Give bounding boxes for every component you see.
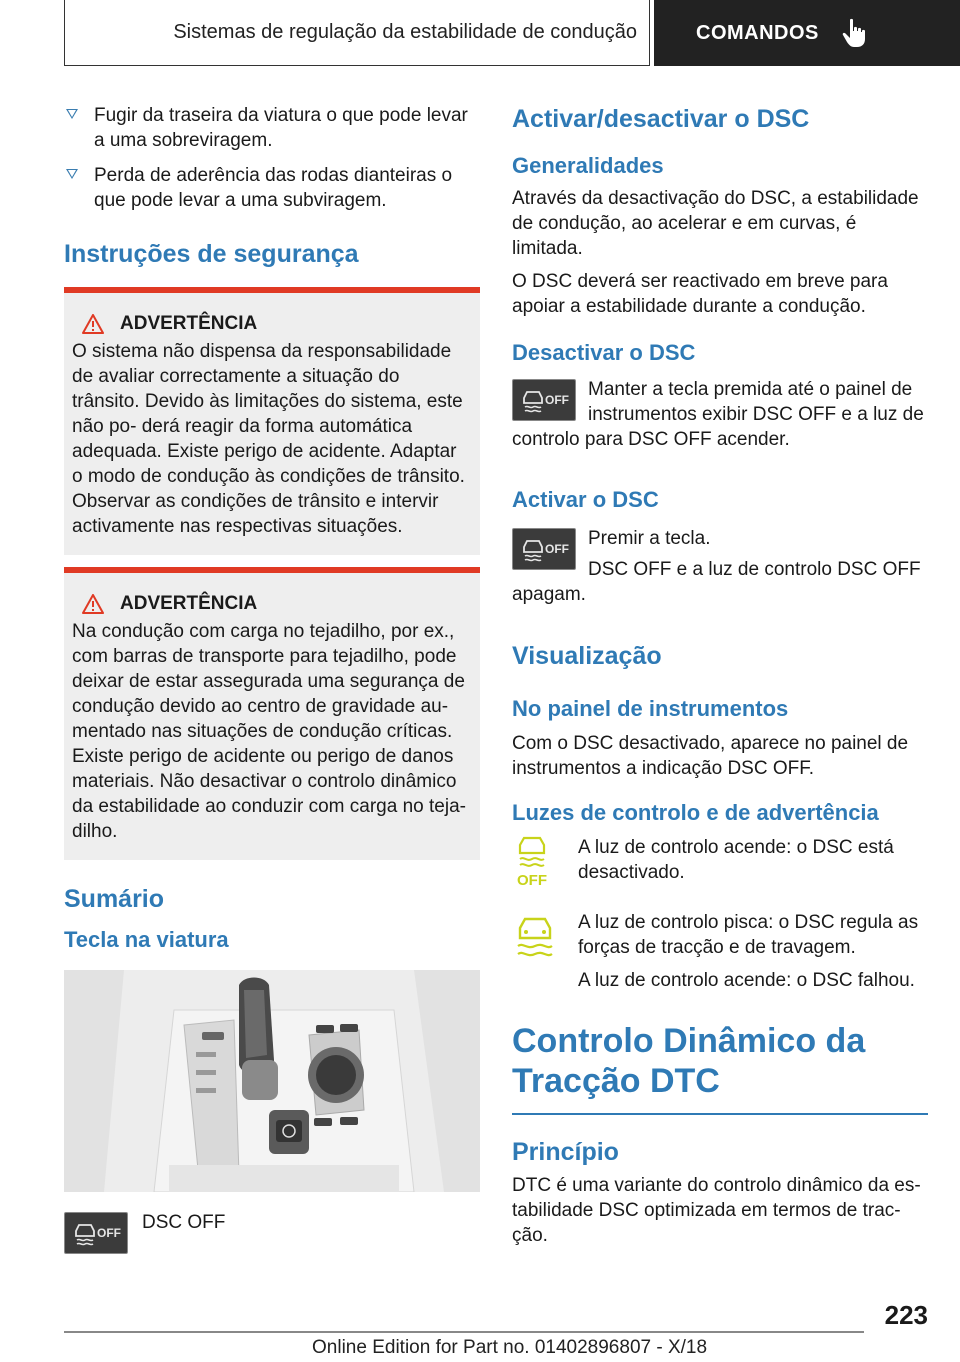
- chapter-tab-label: COMANDOS: [696, 21, 819, 44]
- list-item: [64, 163, 480, 213]
- warning-text: O sistema não dispensa da responsabilidade de avaliar correctamente a situação do trânsito. Devido às limitações do sistema, este não po- derá reagir da forma automática adequada. Existe perigo de acidente. Adaptar o modo de condução às condições de trânsito. Observar as condições de trânsito e intervir activamente nas respectivas situações.: [72, 341, 465, 537]
- off-label: OFF: [97, 1226, 121, 1240]
- dsc-heading: Activar/desactivar o DSC: [512, 105, 810, 133]
- deactivate-block: [512, 377, 928, 452]
- bullet-list: [64, 103, 480, 213]
- deactivate-heading: Desactivar o DSC: [512, 340, 696, 365]
- cluster-text: Com o DSC desactivado, aparece no painel de instrumentos a indicação DSC OFF.: [512, 733, 909, 779]
- bullet-text: Fugir da traseira da viatura o que pode levar a uma sobreviragem.: [94, 105, 468, 151]
- hand-pointer-icon: [841, 18, 867, 48]
- page-number: 223: [884, 1300, 928, 1330]
- cluster-heading: No painel de instrumentos: [512, 696, 789, 721]
- deactivate-text: Manter a tecla premida até o painel de instrumentos exibir DSC OFF e a luz de controlo para DSC OFF acender.: [512, 379, 924, 450]
- summary-heading: Sumário: [64, 885, 165, 913]
- warning-title: [72, 593, 472, 615]
- triangle-bullet-icon: [66, 169, 78, 179]
- skidding-car-icon: [520, 388, 546, 414]
- skidding-car-icon: [520, 537, 546, 563]
- activate-text-1: Premir a tecla.: [588, 528, 711, 549]
- list-item: [64, 103, 480, 153]
- warning-title-text: ADVERTÊNCIA: [120, 313, 258, 334]
- light2-text-1: A luz de controlo pisca: o DSC regula as forças de tracção e de travagem.: [578, 912, 919, 958]
- activate-heading: Activar o DSC: [512, 487, 659, 512]
- center-console-illustration: [64, 970, 480, 1192]
- activate-block: [512, 526, 928, 607]
- bullet-text: Perda de aderência das rodas dianteiras o que pode levar a uma subviragem.: [94, 165, 453, 211]
- lights-heading: Luzes de controlo e de advertência: [512, 800, 879, 825]
- warning-triangle-icon: [82, 314, 104, 334]
- button-heading: Tecla na viatura: [64, 927, 229, 952]
- center-console-photo: [64, 970, 480, 1192]
- dsc-off-caption: DSC OFF: [142, 1212, 226, 1233]
- heading-rule: [512, 1113, 928, 1115]
- off-label: OFF: [545, 393, 569, 407]
- warning-title-text: ADVERTÊNCIA: [120, 593, 258, 614]
- indicator-row: [512, 910, 928, 993]
- dsc-off-button-icon: [512, 379, 576, 421]
- warning-box: [64, 287, 480, 555]
- principle-text: DTC é uma variante do controlo dinâmico da es- tabilidade DSC optimizada em termos de trac- ção.: [512, 1175, 921, 1246]
- page-header: [64, 0, 960, 66]
- light2-text-2: A luz de controlo acende: o DSC falhou.: [578, 970, 915, 991]
- warning-text: Na condução com carga no tejadilho, por ex., com barras de transporte para tejadilho, pode deixar de estar assegurada uma segurança de condução devido ao centro de gravidade au- mentado nas situações de condução críticas. Existe perigo de acidente ou perigo de danos materiais. Não desactivar o controlo dinâmico da estabilidade ao conduzir com carga no teja- dilho.: [72, 621, 466, 842]
- dtc-heading: Controlo Dinâmico da Tracção DTC: [512, 1022, 866, 1100]
- skidding-car-icon: [72, 1221, 98, 1247]
- dsc-off-button-icon: [512, 528, 576, 570]
- dsc-button-row: [64, 1212, 480, 1254]
- edition-footer: Online Edition for Part no. 01402896807 - X/18: [312, 1337, 708, 1358]
- warning-triangle-icon: [82, 594, 104, 614]
- footer-divider: [64, 1331, 864, 1333]
- dsc-off-button-icon: [64, 1212, 128, 1254]
- safety-heading: Instruções de segurança: [64, 240, 359, 268]
- dsc-indicator-icon: [512, 910, 578, 993]
- warning-title: [72, 313, 472, 335]
- warning-box: [64, 567, 480, 860]
- general-text-2: O DSC deverá ser reactivado em breve para apoiar a estabilidade durante a condução.: [512, 271, 888, 317]
- activate-text-2: DSC OFF e a luz de controlo DSC OFF apagam.: [512, 559, 921, 605]
- general-text-1: Através da desactivação do DSC, a estabilidade de condução, ao acelerar e em curvas, é limitada.: [512, 188, 919, 259]
- off-label: OFF: [517, 872, 547, 889]
- right-column: [512, 96, 928, 1248]
- triangle-bullet-icon: [66, 109, 78, 119]
- general-heading: Generalidades: [512, 153, 664, 178]
- off-label: OFF: [545, 542, 569, 556]
- section-title: Sistemas de regulação da estabilidade de condução: [64, 0, 650, 66]
- indicator-row: [512, 835, 928, 896]
- light1-text: A luz de controlo acende: o DSC está desactivado.: [578, 837, 894, 883]
- principle-heading: Princípio: [512, 1138, 619, 1166]
- chapter-tab: [654, 0, 960, 66]
- dsc-off-indicator-icon: [512, 835, 578, 896]
- left-column: [64, 96, 480, 1254]
- display-heading: Visualização: [512, 642, 662, 670]
- light2-texts: [578, 910, 928, 993]
